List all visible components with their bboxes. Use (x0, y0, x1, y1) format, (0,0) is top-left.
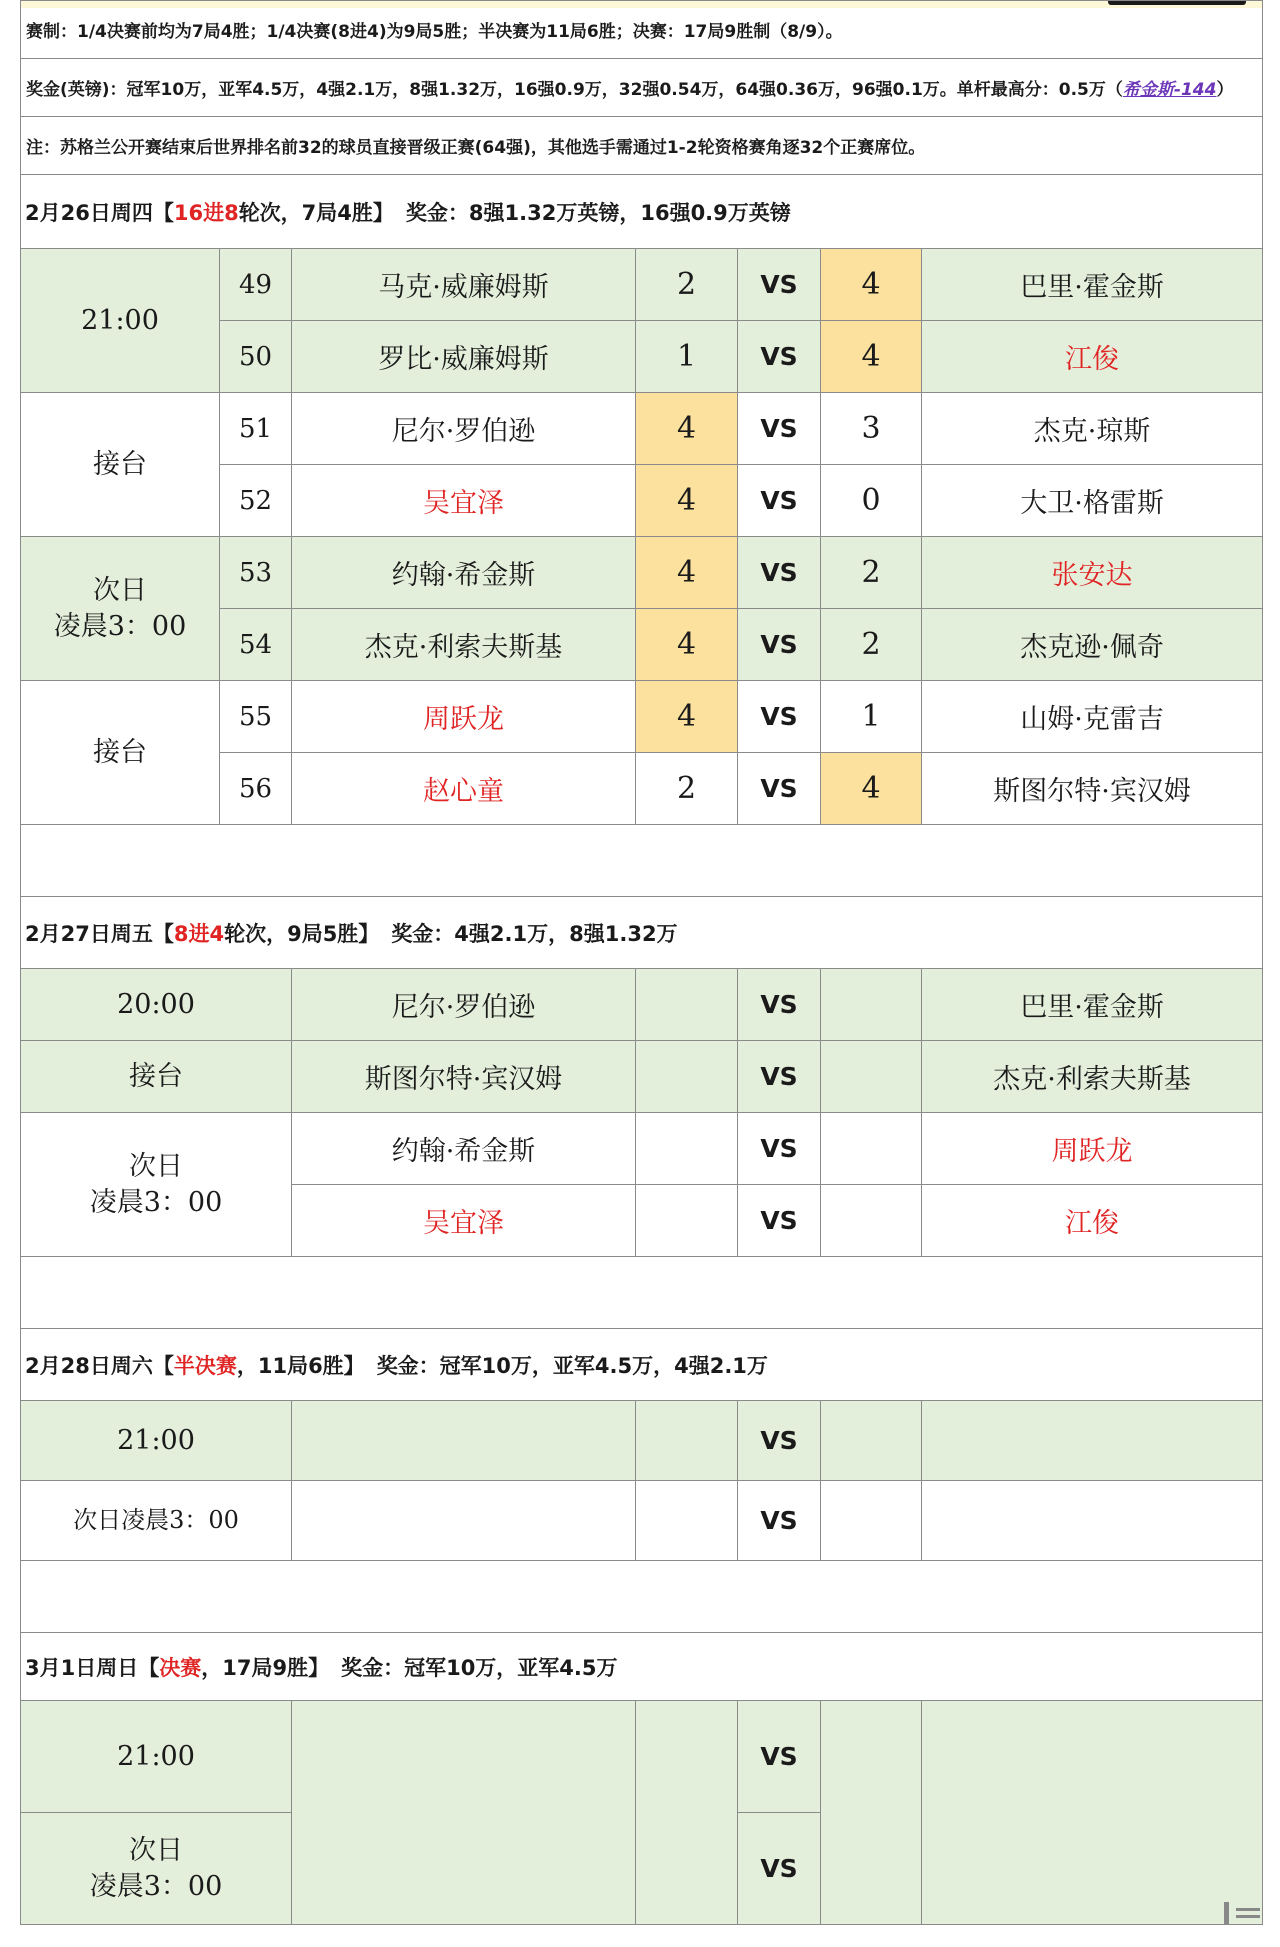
player-left: 马克·威廉姆斯 (292, 249, 636, 321)
player-right (922, 1481, 1263, 1561)
day2-round: 8进4 (173, 921, 225, 946)
player-right: 杰克·琼斯 (922, 393, 1263, 465)
score-right: 2 (821, 609, 922, 681)
player-right: 巴里·霍金斯 (922, 969, 1263, 1041)
vs-label: VS (738, 321, 821, 393)
day1-date: 2月26日周四【 (25, 200, 174, 225)
vs-label: VS (738, 969, 821, 1041)
player-right (922, 1401, 1263, 1481)
score-left (636, 1041, 738, 1113)
day1-header (21, 175, 1263, 249)
schedule-table (20, 0, 1263, 1925)
day4-round: 决赛 (159, 1655, 202, 1680)
score-left (636, 1701, 738, 1925)
player-right: 山姆·克雷吉 (922, 681, 1263, 753)
vs-label: VS (738, 249, 821, 321)
day3-header (21, 1329, 1263, 1401)
score-right: 1 (821, 681, 922, 753)
player-right (922, 1701, 1263, 1925)
format-text: 赛制：1/4决赛前均为7局4胜；1/4决赛(8进4)为9局5胜；半决赛为11局6胜；决赛：17局9胜制（8/9）。 (21, 1, 1263, 59)
time-hour: 凌晨3：00 (89, 1870, 223, 1902)
player-right: 巴里·霍金斯 (922, 249, 1263, 321)
score-right (821, 1481, 922, 1561)
player-right: 江俊 (922, 1185, 1263, 1257)
prize-text: 奖金(英镑)：冠军10万，亚军4.5万，4强2.1万，8强1.32万，16强0.9万，32强0.54万，64强0.36万，96强0.1万。单杆最高分：0.5万（ (26, 80, 1123, 100)
table-row (21, 1481, 1263, 1561)
score-right (821, 1113, 922, 1185)
score-left: 2 (636, 753, 738, 825)
match-number: 52 (220, 465, 292, 537)
score-right (821, 1701, 922, 1925)
match-number: 50 (220, 321, 292, 393)
time-slot-2 (21, 1813, 292, 1925)
player-right: 大卫·格雷斯 (922, 465, 1263, 537)
day4-format: ，17局9胜】 (201, 1655, 330, 1680)
score-right: 4 (821, 249, 922, 321)
table-row (21, 1041, 1263, 1113)
vs-label: VS (738, 1185, 821, 1257)
player-right: 周跃龙 (922, 1113, 1263, 1185)
time-day: 次日 (129, 1835, 183, 1867)
time-slot-3 (21, 1113, 292, 1257)
day2-header-cell (21, 897, 1263, 969)
match-number: 53 (220, 537, 292, 609)
time-slot-1: 20:00 (21, 969, 292, 1041)
time-slot-2: 接台 (21, 393, 220, 537)
match-number: 56 (220, 753, 292, 825)
score-left (636, 969, 738, 1041)
format-row (21, 1, 1263, 59)
day4-header (21, 1633, 1263, 1701)
player-left: 约翰·希金斯 (292, 537, 636, 609)
vs-label: VS (738, 1041, 821, 1113)
table-row (21, 537, 1263, 609)
score-right: 3 (821, 393, 922, 465)
prize-row (21, 59, 1263, 117)
spacer-row (21, 825, 1263, 897)
vs-label: VS (738, 681, 821, 753)
player-left (292, 1401, 636, 1481)
score-right (821, 1185, 922, 1257)
vs-label: VS (738, 465, 821, 537)
score-left (636, 1185, 738, 1257)
vs-label: VS (738, 1701, 821, 1813)
vs-label: VS (738, 393, 821, 465)
player-right: 张安达 (922, 537, 1263, 609)
day1-header-cell (21, 175, 1263, 249)
day1-format: 轮次，7局4胜】 (238, 200, 394, 225)
time-day: 次日 (129, 1151, 183, 1183)
time-slot-2: 次日凌晨3：00 (21, 1481, 292, 1561)
day2-format: 轮次，9局5胜】 (224, 921, 380, 946)
day2-prize: 奖金：4强2.1万，8强1.32万 (391, 921, 678, 946)
day4-header-cell (21, 1633, 1263, 1701)
time-day: 次日 (93, 575, 147, 607)
score-right (821, 1401, 922, 1481)
vs-label: VS (738, 1401, 821, 1481)
score-right: 4 (821, 753, 922, 825)
score-left: 4 (636, 465, 738, 537)
prize-cell (21, 59, 1263, 117)
table-row (21, 1701, 1263, 1813)
day4-prize: 奖金：冠军10万，亚军4.5万 (341, 1655, 618, 1680)
score-right: 4 (821, 321, 922, 393)
day1-prize: 奖金：8强1.32万英镑，16强0.9万英镑 (405, 200, 791, 225)
table-row (21, 1401, 1263, 1481)
vs-label: VS (738, 609, 821, 681)
player-right: 斯图尔特·宾汉姆 (922, 753, 1263, 825)
player-left: 吴宜泽 (292, 465, 636, 537)
time-hour: 凌晨3：00 (89, 1186, 223, 1218)
table-row (21, 969, 1263, 1041)
day2-header (21, 897, 1263, 969)
vs-label: VS (738, 1813, 821, 1925)
player-left (292, 1481, 636, 1561)
day2-date: 2月27日周五【 (25, 921, 174, 946)
day3-header-cell (21, 1329, 1263, 1401)
player-left: 吴宜泽 (292, 1185, 636, 1257)
time-slot-1: 21:00 (21, 1701, 292, 1813)
time-slot-1: 21:00 (21, 1401, 292, 1481)
vs-label: VS (738, 753, 821, 825)
match-number: 51 (220, 393, 292, 465)
time-slot-2: 接台 (21, 1041, 292, 1113)
prize-close: ） (1216, 80, 1234, 100)
note-row (21, 117, 1263, 175)
day3-prize: 奖金：冠军10万，亚军4.5万，4强2.1万 (376, 1353, 768, 1378)
score-right (821, 1041, 922, 1113)
highest-break-link[interactable]: 希金斯-144 (1122, 80, 1217, 100)
score-left (636, 1113, 738, 1185)
score-left: 1 (636, 321, 738, 393)
day3-round: 半决赛 (173, 1353, 237, 1378)
time-slot-1: 21:00 (21, 249, 220, 393)
scrollbar-icon (1222, 1898, 1262, 1928)
day1-round: 16进8 (173, 200, 239, 225)
table-row (21, 249, 1263, 321)
match-number: 49 (220, 249, 292, 321)
spacer-row (21, 1257, 1263, 1329)
player-left: 罗比·威廉姆斯 (292, 321, 636, 393)
player-left: 尼尔·罗伯逊 (292, 969, 636, 1041)
score-left: 4 (636, 537, 738, 609)
schedule-sheet (20, 0, 1262, 1930)
day4-date: 3月1日周日【 (25, 1655, 160, 1680)
player-right: 杰克·利索夫斯基 (922, 1041, 1263, 1113)
time-slot-3 (21, 537, 220, 681)
vs-label: VS (738, 1113, 821, 1185)
score-left: 4 (636, 609, 738, 681)
spacer-row (21, 1561, 1263, 1633)
player-left: 杰克·利索夫斯基 (292, 609, 636, 681)
score-right (821, 969, 922, 1041)
day3-format: ，11局6胜】 (236, 1353, 365, 1378)
player-left: 约翰·希金斯 (292, 1113, 636, 1185)
player-left: 尼尔·罗伯逊 (292, 393, 636, 465)
player-left (292, 1701, 636, 1925)
player-left: 周跃龙 (292, 681, 636, 753)
player-left: 斯图尔特·宾汉姆 (292, 1041, 636, 1113)
table-row (21, 681, 1263, 753)
match-number: 54 (220, 609, 292, 681)
score-left: 2 (636, 249, 738, 321)
day3-date: 2月28日周六【 (25, 1353, 174, 1378)
time-hour: 凌晨3：00 (53, 610, 187, 642)
table-row (21, 1113, 1263, 1185)
note-text: 注：苏格兰公开赛结束后世界排名前32的球员直接晋级正赛(64强)，其他选手需通过1-2轮资格赛角逐32个正赛席位。 (21, 117, 1263, 175)
score-right: 0 (821, 465, 922, 537)
score-left: 4 (636, 393, 738, 465)
score-left: 4 (636, 681, 738, 753)
player-left: 赵心童 (292, 753, 636, 825)
table-row (21, 393, 1263, 465)
player-right: 杰克逊·佩奇 (922, 609, 1263, 681)
vs-label: VS (738, 1481, 821, 1561)
score-right: 2 (821, 537, 922, 609)
score-left (636, 1481, 738, 1561)
vs-label: VS (738, 537, 821, 609)
time-slot-4: 接台 (21, 681, 220, 825)
score-left (636, 1401, 738, 1481)
match-number: 55 (220, 681, 292, 753)
player-right: 江俊 (922, 321, 1263, 393)
